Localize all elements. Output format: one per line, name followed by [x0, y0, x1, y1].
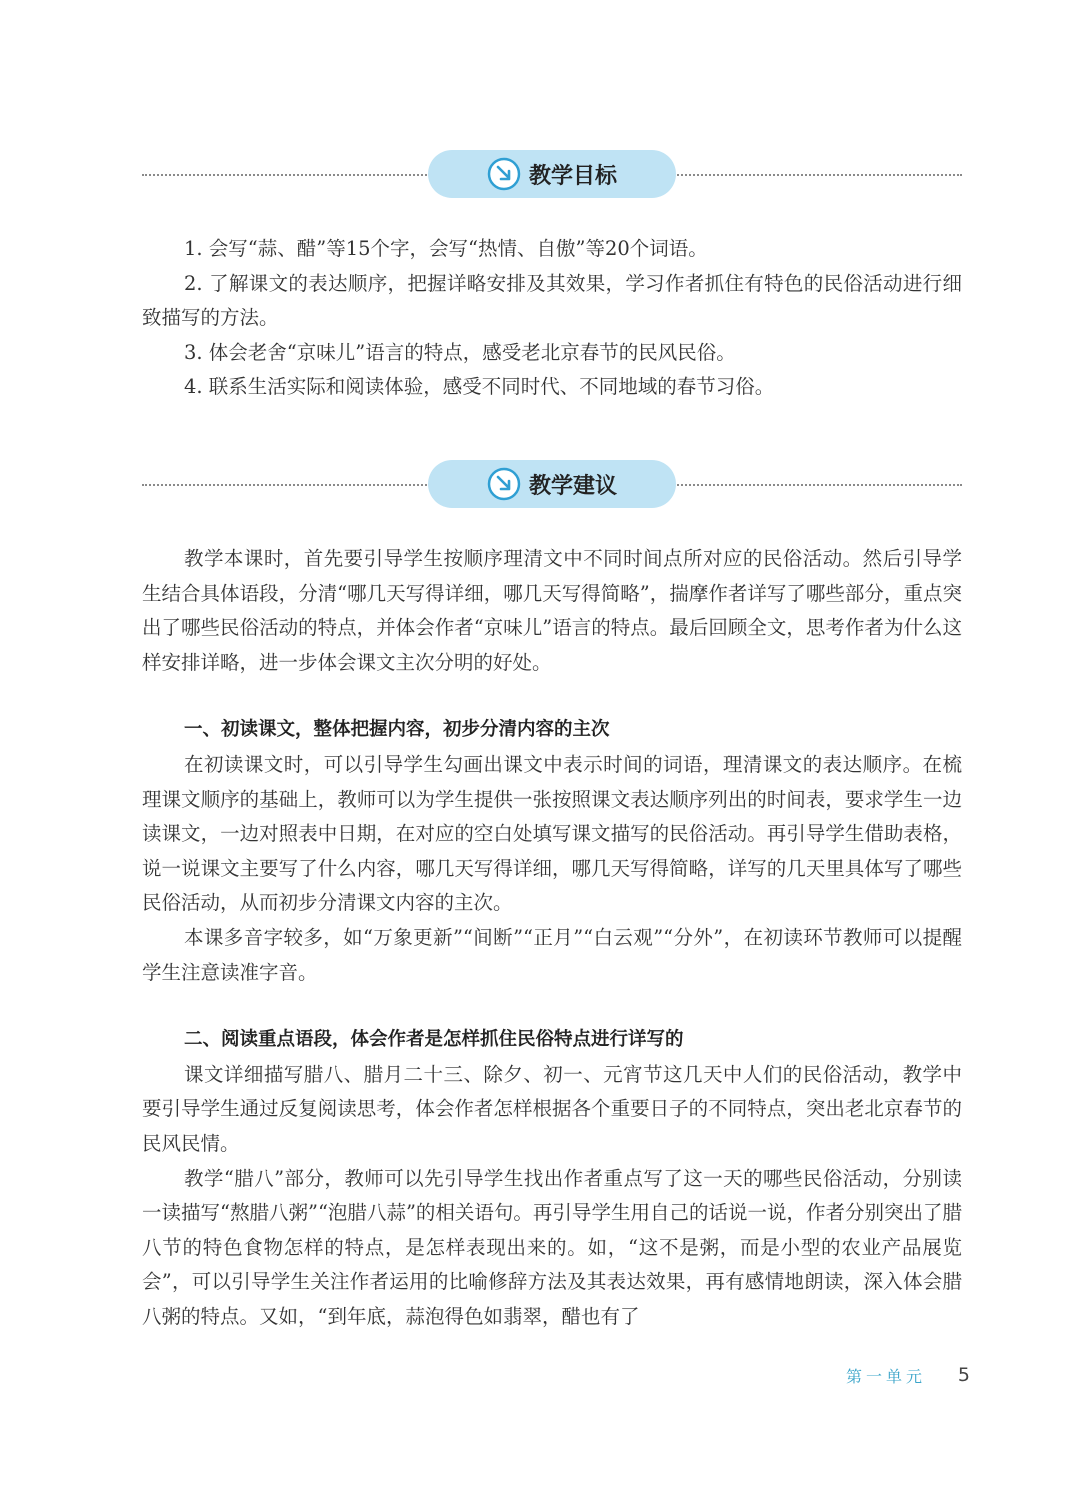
- arrow-down-right-circle-icon: [487, 157, 521, 191]
- part1-paragraph: 在初读课文时，可以引导学生勾画出课文中表示时间的词语，理清课文的表达顺序。在梳理课文顺序的基础上，教师可以为学生提供一张按照课文表达顺序列出的时间表，要求学生一边读课文，一边对照表中日期，在对应的空白处填写课文描写的民俗活动。再引导学生借助表格，说一说课文主要写了什么内容，哪几天写得详细，哪几天写得简略，详写的几天里具体写了哪些民俗活动，从而初步分清课文内容的主次。: [142, 752, 962, 915]
- goal-item: 4. 联系生活实际和阅读体验，感受不同时代、不同地域的春节习俗。: [184, 375, 775, 399]
- suggestions-intro: 教学本课时，首先要引导学生按顺序理清文中不同时间点所对应的民俗活动。然后引导学生结合具体语段，分清“哪几天写得详细，哪几天写得简略”，揣摩作者详写了哪些部分，重点突出了哪些民俗活动的特点，并体会作者“京味儿”语言的特点。最后回顾全文，思考作者为什么这样安排详略，进一步体会课文主次分明的好处。: [142, 547, 962, 674]
- part2-paragraph: 课文详细描写腊八、腊月二十三、除夕、初一、元宵节这几天中人们的民俗活动，教学中要引导学生通过反复阅读思考，体会作者怎样根据各个重要日子的不同特点，突出老北京春节的民风民情。: [142, 1062, 962, 1155]
- suggestions-body: [142, 542, 962, 1334]
- page-number: 5: [957, 1364, 970, 1386]
- part2-heading: 二、阅读重点语段，体会作者是怎样抓住民俗特点进行详写的: [184, 1029, 684, 1051]
- goal-item: 2. 了解课文的表达顺序，把握详略安排及其效果，学习作者抓住有特色的民俗活动进行细致描写的方法。: [142, 271, 962, 330]
- goals-header: [142, 150, 962, 200]
- arrow-down-right-circle-icon: [487, 467, 521, 501]
- part1-paragraph: 本课多音字较多，如“万象更新”“间断”“正月”“白云观”“分外”，在初读环节教师可以提醒学生注意读准字音。: [142, 925, 962, 984]
- goals-list: [142, 232, 962, 405]
- goal-item: 3. 体会老舍“京味儿”语言的特点，感受老北京春节的民风民俗。: [184, 340, 736, 364]
- goal-item: 1. 会写“蒜、醋”等15个字，会写“热情、自傲”等20个词语。: [184, 237, 708, 260]
- goals-title-pill: [428, 150, 676, 198]
- suggestions-header: [142, 460, 962, 510]
- part1-heading: 一、初读课文，整体把握内容，初步分清内容的主次: [184, 719, 610, 741]
- goals-title: 教学目标: [528, 163, 617, 189]
- suggestions-title-pill: [428, 460, 676, 508]
- page-footer: [846, 1360, 970, 1390]
- unit-label: 第一单元: [846, 1366, 927, 1386]
- part2-paragraph: 教学“腊八”部分，教师可以先引导学生找出作者重点写了这一天的哪些民俗活动，分别读一读描写“熬腊八粥”“泡腊八蒜”的相关语句。再引导学生用自己的话说一说，作者分别突出了腊八节的特色食物怎样的特点，是怎样表现出来的。如，“这不是粥，而是小型的农业产品展览会”，可以引导学生关注作者运用的比喻修辞方法及其表达效果，再有感情地朗读，深入体会腊八粥的特点。又如，“到年底，蒜泡得色如翡翠，醋也有了: [142, 1166, 962, 1328]
- suggestions-title: 教学建议: [528, 473, 617, 499]
